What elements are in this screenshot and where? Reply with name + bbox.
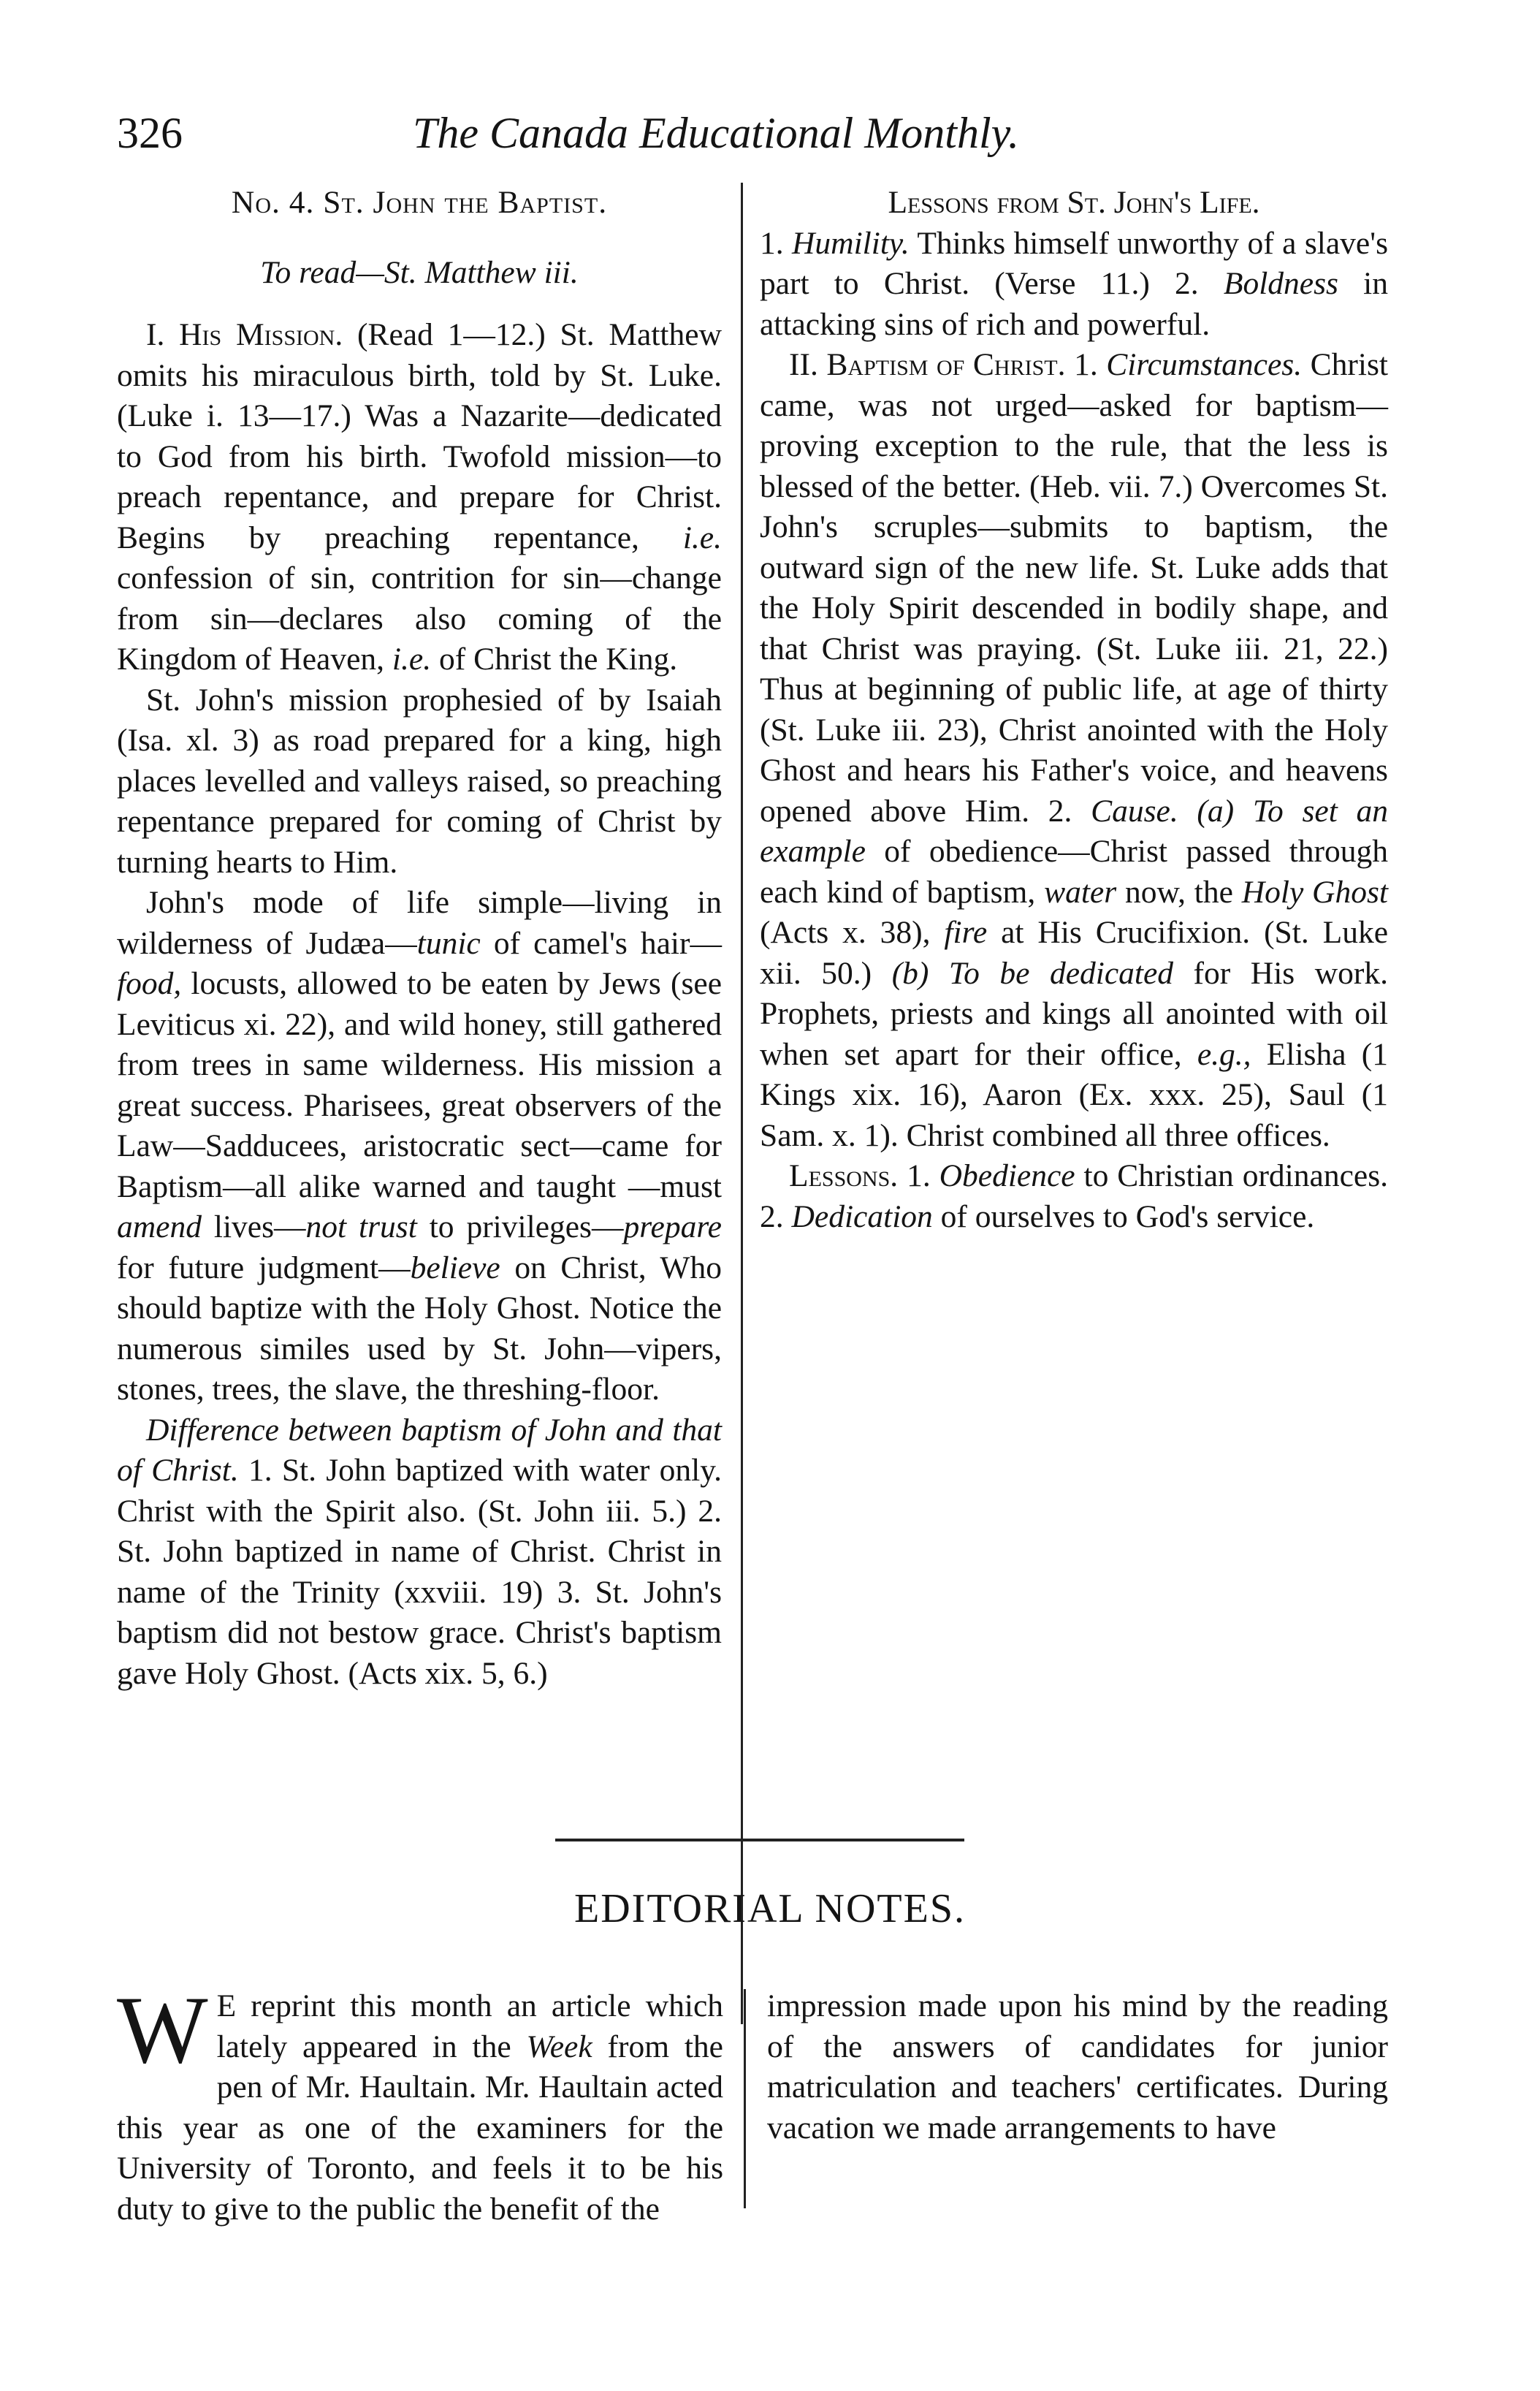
lessons-life-heading: Lessons from St. John's Life.	[888, 185, 1260, 220]
section-separator-rule	[555, 1839, 964, 1841]
lesson-column-left	[117, 183, 722, 1694]
lessons-heading: Lessons.	[789, 1158, 899, 1193]
mission-paragraph-1: I. His Mission. (Read 1—12.) St. Matthew omits his miraculous birth, told by St. Luke. (Luke i. 13—17.) Was a Nazarite—dedicated to God from his birth. Twofold mission—to preach repentance, and prepare for Christ. Begins by preaching repentance, i.e. confession of sin, contrition for sin—change from sin—declares also coming of the Kingdom of Heaven, i.e. of Christ the King.	[117, 317, 722, 677]
baptism-heading: II. Baptism of Christ.	[789, 347, 1066, 382]
editorial-continued-text: impression made upon his mind by the reading of the answers of candidates for junior matriculation and teachers' certificates. During vacation we made arrangements to have	[767, 1988, 1388, 2145]
lesson-reading: To read—St. Matthew iii.	[260, 254, 579, 290]
editorial-column-right	[767, 1986, 1388, 2148]
editorial-column-left	[117, 1976, 723, 2230]
mission-paragraph-3: John's mode of life simple—living in wilderness of Judæa—tunic of camel's hair—food, locusts, allowed to be eaten by Jews (see Leviticus xi. 22), and wild honey, still gathered from trees in same wilderness. His mission a great success. Pharisees, great observers of the Law—Sadducees, aristocratic sect—came for Baptism—all alike warned and taught —must amend lives—not trust to privileges—prepare for future judgment—believe on Christ, Who should baptize with the Holy Ghost. Notice the numerous similes used by St. John—vipers, stones, trees, the slave, the threshing-floor.	[117, 885, 722, 1407]
baptism-paragraph: II. Baptism of Christ. 1. Circumstances. Christ came, was not urged—asked for baptism—proving exception to the rule, that the less is blessed of the better. (Heb. vii. 7.) Overcomes St. John's scruples—submits to baptism, the outward sign of the new life. St. Luke adds that the Holy Spirit descended in bodily shape, and that Christ was praying. (St. Luke iii. 21, 22.) Thus at beginning of public life, at age of thirty (St. Luke iii. 23), Christ anointed with the Holy Ghost and hears his Father's voice, and heavens opened above Him. 2. Cause. (a) To set an example of obedience—Christ passed through each kind of baptism, water now, the Holy Ghost (Acts x. 38), fire at His Crucifixion. (St. Luke xii. 50.) (b) To be dedicated for His work. Prophets, priests and kings all anointed with oil when set apart for their office, e.g., Elisha (1 Kings xix. 16), Aaron (Ex. xxx. 25), Saul (1 Sam. x. 1). Christ combined all three offices.	[760, 347, 1388, 1153]
running-head-title: The Canada Educational Monthly.	[413, 109, 1019, 157]
mission-heading: I. His Mission.	[146, 317, 343, 352]
mission-paragraph-2: St. John's mission prophesied of by Isaiah (Isa. xl. 3) as road prepared for a king, high places levelled and valleys raised, so preaching repentance prepared for coming of Christ by turning hearts to Him.	[117, 682, 722, 880]
lessons-paragraph: Lessons. 1. Obedience to Christian ordinances. 2. Dedication of ourselves to God's service.	[760, 1158, 1388, 1234]
drop-cap: W	[117, 1976, 208, 2083]
editorial-paragraph-continued	[767, 1986, 1388, 2148]
column-divider-bottom	[744, 1989, 746, 2208]
lesson-column-right	[760, 183, 1388, 1237]
page-number: 326	[117, 109, 183, 157]
lessons-life-paragraph: 1. Humility. Thinks himself unworthy of a slave's part to Christ. (Verse 11.) 2. Boldness in attacking sins of rich and powerful.	[760, 225, 1389, 342]
editorial-notes-heading: EDITORIAL NOTES.	[574, 1886, 966, 1931]
editorial-paragraph: W E reprint this month an article which lately appeared in the Week from the pen of Mr. Haultain. Mr. Haultain acted this year as one of the examiners for the University of Toronto, and feels it to be his duty to give to the public the benefit of the	[117, 1976, 723, 2227]
column-divider-top	[741, 183, 743, 2024]
lesson-title: No. 4. St. John the Baptist.	[231, 185, 608, 220]
difference-paragraph: Difference between baptism of John and that of Christ. 1. St. John baptized with water only. Christ with the Spirit also. (St. John iii. 5.) 2. St. John baptized in name of Christ. Christ in name of the Trinity (xxviii. 19) 3. St. John's baptism did not bestow grace. Christ's baptism gave Holy Ghost. (Acts xix. 5, 6.)	[117, 1412, 722, 1691]
